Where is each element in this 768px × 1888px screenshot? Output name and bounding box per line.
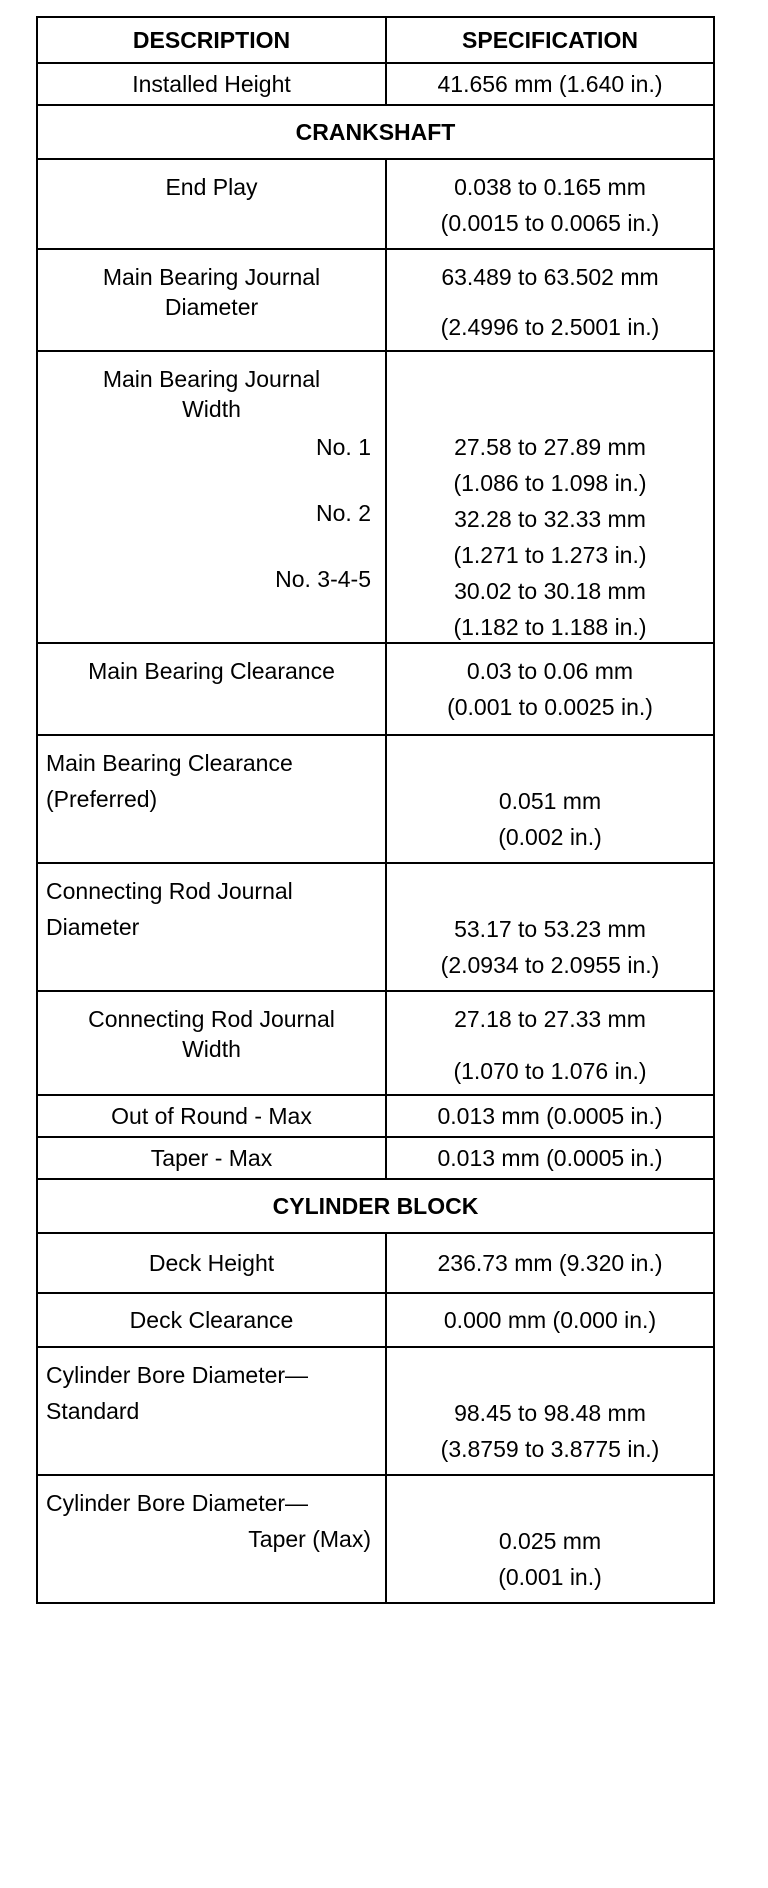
deck-clearance-value: 0.000 mm (0.000 in.) — [386, 1293, 714, 1347]
section-title-cylinder-block: CYLINDER BLOCK — [37, 1179, 714, 1233]
rod-journal-diameter-label-1: Connecting Rod Journal — [46, 878, 293, 904]
main-journal-width-label — [37, 351, 386, 643]
main-journal-diameter-label-1: Main Bearing Journal — [102, 264, 321, 290]
bore-standard-label-2: Standard — [46, 1398, 140, 1424]
main-journal-width-no2-label: No. 2 — [316, 500, 371, 526]
bore-standard-value — [386, 1347, 714, 1475]
rod-journal-diameter-imperial: (2.0934 to 2.0955 in.) — [440, 952, 660, 978]
taper-value: 0.013 mm (0.0005 in.) — [386, 1137, 714, 1179]
rod-journal-width-label-1: Connecting Rod Journal — [88, 1006, 335, 1032]
main-journal-width-value — [386, 351, 714, 643]
main-clearance-label-text: Main Bearing Clearance — [88, 658, 335, 684]
deck-height-label: Deck Height — [37, 1233, 386, 1293]
bore-standard-label — [37, 1347, 386, 1475]
main-journal-width-no1-label: No. 1 — [316, 434, 371, 460]
table-row — [37, 1293, 714, 1347]
main-journal-diameter-imperial: (2.4996 to 2.5001 in.) — [440, 314, 660, 340]
out-of-round-label: Out of Round - Max — [37, 1095, 386, 1137]
main-clearance-preferred-metric: 0.051 mm — [498, 788, 602, 814]
rod-journal-width-value — [386, 991, 714, 1095]
taper-label: Taper - Max — [37, 1137, 386, 1179]
main-clearance-preferred-label-2: (Preferred) — [46, 786, 158, 812]
main-clearance-preferred-value — [386, 735, 714, 863]
rod-journal-width-metric: 27.18 to 27.33 mm — [454, 1006, 646, 1032]
bore-standard-metric: 98.45 to 98.48 mm — [454, 1400, 646, 1426]
table-row — [37, 1347, 714, 1475]
table-row — [37, 1095, 714, 1137]
main-journal-width-no345-metric: 30.02 to 30.18 mm — [454, 578, 646, 604]
table-row — [37, 643, 714, 735]
main-journal-diameter-metric: 63.489 to 63.502 mm — [441, 264, 659, 290]
main-journal-width-no2-metric: 32.28 to 32.33 mm — [454, 506, 646, 532]
installed-height-label: Installed Height — [37, 63, 386, 105]
table-row — [37, 1137, 714, 1179]
table-header-row — [37, 17, 714, 63]
main-journal-width-label-1: Main Bearing Journal — [102, 366, 321, 392]
header-description: DESCRIPTION — [37, 17, 386, 63]
main-clearance-imperial: (0.001 to 0.0025 in.) — [447, 694, 653, 720]
bore-taper-label — [37, 1475, 386, 1603]
bore-standard-label-1: Cylinder Bore Diameter— — [46, 1362, 309, 1388]
table-row — [37, 159, 714, 249]
main-journal-width-no345-label: No. 3-4-5 — [275, 566, 371, 592]
table-row — [37, 1233, 714, 1293]
deck-height-value: 236.73 mm (9.320 in.) — [386, 1233, 714, 1293]
main-journal-width-no345-imperial: (1.182 to 1.188 in.) — [453, 614, 647, 640]
table-row — [37, 351, 714, 643]
table-row — [37, 863, 714, 991]
bore-standard-imperial: (3.8759 to 3.8775 in.) — [440, 1436, 660, 1462]
main-journal-diameter-label-2: Diameter — [164, 294, 259, 320]
bore-taper-label-2: Taper (Max) — [248, 1526, 371, 1552]
main-clearance-value — [386, 643, 714, 735]
main-clearance-label — [37, 643, 386, 735]
table-row — [37, 1475, 714, 1603]
rod-journal-diameter-label-2: Diameter — [46, 914, 140, 940]
main-journal-width-no1-metric: 27.58 to 27.89 mm — [454, 434, 646, 460]
deck-clearance-label: Deck Clearance — [37, 1293, 386, 1347]
main-journal-diameter-label — [37, 249, 386, 351]
rod-journal-width-label — [37, 991, 386, 1095]
main-clearance-preferred-label-1: Main Bearing Clearance — [46, 750, 293, 776]
rod-journal-diameter-metric: 53.17 to 53.23 mm — [454, 916, 646, 942]
bore-taper-value — [386, 1475, 714, 1603]
end-play-value — [386, 159, 714, 249]
bore-taper-imperial: (0.001 in.) — [498, 1564, 602, 1590]
main-clearance-preferred-label — [37, 735, 386, 863]
section-row-cylinder-block — [37, 1179, 714, 1233]
header-specification: SPECIFICATION — [386, 17, 714, 63]
main-journal-width-no2-imperial: (1.271 to 1.273 in.) — [453, 542, 647, 568]
end-play-label — [37, 159, 386, 249]
end-play-metric: 0.038 to 0.165 mm — [454, 174, 646, 200]
main-clearance-preferred-imperial: (0.002 in.) — [498, 824, 602, 850]
out-of-round-value: 0.013 mm (0.0005 in.) — [386, 1095, 714, 1137]
installed-height-value: 41.656 mm (1.640 in.) — [386, 63, 714, 105]
table-row — [37, 63, 714, 105]
section-row-crankshaft — [37, 105, 714, 159]
bore-taper-metric: 0.025 mm — [498, 1528, 602, 1554]
main-journal-width-no1-imperial: (1.086 to 1.098 in.) — [453, 470, 647, 496]
end-play-imperial: (0.0015 to 0.0065 in.) — [440, 210, 660, 236]
table-row — [37, 991, 714, 1095]
main-clearance-metric: 0.03 to 0.06 mm — [466, 658, 634, 684]
table-row — [37, 249, 714, 351]
main-journal-width-label-2: Width — [182, 396, 241, 422]
rod-journal-diameter-label — [37, 863, 386, 991]
rod-journal-width-label-2: Width — [182, 1036, 241, 1062]
rod-journal-diameter-value — [386, 863, 714, 991]
rod-journal-width-imperial: (1.070 to 1.076 in.) — [453, 1058, 647, 1084]
spec-table — [36, 16, 715, 1604]
end-play-label-text: End Play — [165, 174, 258, 200]
section-title-crankshaft: CRANKSHAFT — [37, 105, 714, 159]
main-journal-diameter-value — [386, 249, 714, 351]
bore-taper-label-1: Cylinder Bore Diameter— — [46, 1490, 309, 1516]
table-row — [37, 735, 714, 863]
